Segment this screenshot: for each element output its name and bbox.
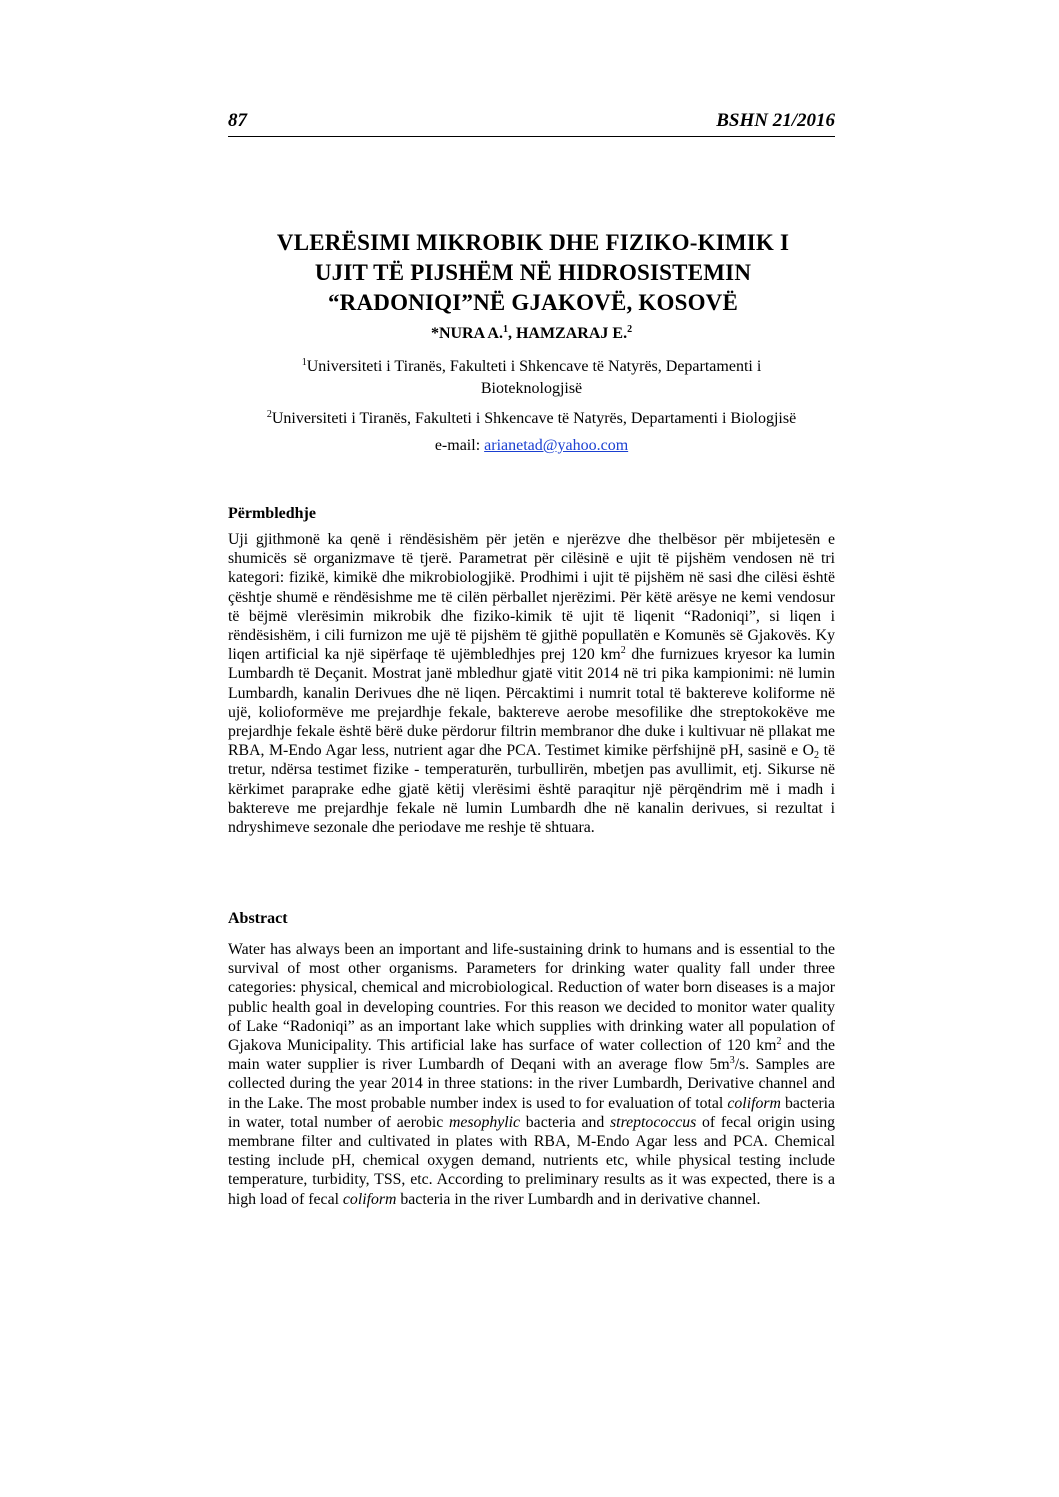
abstract-text-6: of fecal origin using membrane filter and cultivated in plates with RBA, M-Endo Agar less and PCA. Chemical testing include pH, chemical oxygen demand, nutrients etc, while physical testing include temperature, turbidity, TSS, etc. According to preliminary results as it was expected, there is a high load of fecal [228,1113,836,1208]
permbledhje-superscript: 2 [620,645,626,657]
author-separator: , [507,325,516,342]
abstract-text-1: Water has always been an important and life-sustaining drink to humans and is essential to the survival of most other organisms. Parameters for drinking water quality fall under three categories: physical, chemical and microbiological. Reduction of water born diseases is a major public health goal in developing countries. For this reason we decided to monitor water quality of Lake “Radoniqi” as an important lake which supplies with drinking water all population of Gjakova Municipality. This artificial lake has surface of water collection of 120 km [228,941,835,1055]
title-line-3: “RADONIQI”NË GJAKOVË, KOSOVË [327,290,739,315]
title-line-2: UJIT TË PIJSHËM NË HIDROSISTEMIN [314,260,752,285]
permbledhje-heading: Përmbledhje [228,505,316,522]
author-1-affiliation-mark: 1 [502,324,508,335]
abstract-text-7: bacteria in the river Lumbardh and in derivative channel. [396,1190,761,1208]
author-2-affiliation-mark: 2 [627,324,633,335]
abstract-superscript-2: 3 [729,1055,735,1067]
author-list [228,325,835,343]
permbledhje-paragraph [228,530,835,837]
abstract-italic-coliform-2: coliform [342,1190,397,1208]
affiliation-2-mark: 2 [266,409,272,420]
abstract-italic-mesophylic: mesophylic [448,1113,521,1131]
permbledhje-subscript: 2 [814,750,820,762]
affiliation-2-text: Universiteti i Tiranës, Fakulteti i Shkencave të Natyrës, Departamenti i Biologjisë [271,410,797,427]
abstract-text-4: bacteria in water, total number of aerobic [228,1094,835,1131]
affiliation-1-mark: 1 [301,357,307,368]
abstract-paragraph [228,940,835,1209]
affiliation-1-line-2: Bioteknologjisë [480,380,583,397]
affiliation-1-line-1: Universiteti i Tiranës, Fakulteti i Shkencave të Natyrës, Departamenti i [306,358,762,375]
affiliation-2 [228,408,835,430]
permbledhje-text-2: dhe furnizues kryesor ka lumin Lumbardh të Deçanit. Mostrat janë mbledhur gjatë vitit 2014 në tri pika kampionimi: në lumin Lumbardh, kanalin Derivues dhe në liqen. Përcaktimi i numrit total të baktereve koliforme në ujë, kolioformëve me prejardhje fekale, baktereve aerobe mesofilike dhe streptokokëve me prejardhje fekale është bërë duke përdorur filtrin membranor dhe duke i kultivuar në pllakat me RBA, M-Endo Agar less, nutrient agar dhe PCA. Testimet kimike përfshijnë pH, sasinë e O [228,646,835,760]
permbledhje-text-1: Uji gjithmonë ka qenë i rëndësishëm për jetën e njerëzve dhe thelbësor për mbijetesën e shumicës së organizmave të tjerë. Parametrat për cilësinë e ujit të pijshëm vendosen në tri kategori: fizikë, kimikë dhe mikrobiologjikë. Prodhimi i ujit të pijshëm në sasi dhe cilësi është çështje shumë e rëndësishme me të cilën përballet njerëzimi. Për këtë arësye ne kemi vendosur të bëjmë vlerësimin mikrobik dhe fiziko-kimik të ujit të liqenit “Radoniqi”, si liqen i rëndësishëm, i cili furnizon me ujë të pijshëm të gjithë popullatën e Komunës së Gjakovës. Ky liqen artificial ka një sipërfaqe të ujëmbledhjes prej 120 km [228,531,835,664]
title-line-1: VLERËSIMI MIKROBIK DHE FIZIKO-KIMIK I [276,230,790,255]
abstract-text-2: and the main water supplier is river Lumbardh of Deqani with an average flow 5m [228,1037,835,1074]
author-1: *NURA A. [430,325,503,342]
affiliation-1 [228,356,835,400]
abstract-italic-coliform: coliform [727,1094,781,1112]
journal-issue: BSHN 21/2016 [716,110,835,131]
permbledhje-text-3: të tretur, ndërsa testimet fizike - temperaturën, turbullirën, mbetjen pas avullimit, etj. Sikurse në kërkimet paraprake edhe gjatë këtij vlerësimi është paraqitur një përqëndrim më i madh i baktereve me prejardhje fekale në lumin Lumbardh dhe në kanalin derivues, si rezultat i ndryshimeve sezonale dhe periodave me reshje të shtuara. [228,742,835,837]
paper-title [200,228,866,318]
abstract-superscript-1: 2 [776,1036,782,1048]
email-label: e-mail: [434,437,485,454]
running-header [228,106,835,137]
author-2: HAMZARAJ E. [515,325,628,342]
email-link[interactable]: arianetad@yahoo.com [484,437,629,454]
abstract-text-3: /s. Samples are collected during the year 2014 in three stations: in the river Lumbardh, Derivative channel and in the Lake. The most probable number index is used to for evaluation of total [228,1056,835,1112]
abstract-italic-streptococcus: streptococcus [610,1113,697,1131]
abstract-text-5: bacteria and [520,1113,611,1131]
contact-email [228,437,835,455]
abstract-heading: Abstract [228,910,288,927]
page-number: 87 [228,110,247,131]
